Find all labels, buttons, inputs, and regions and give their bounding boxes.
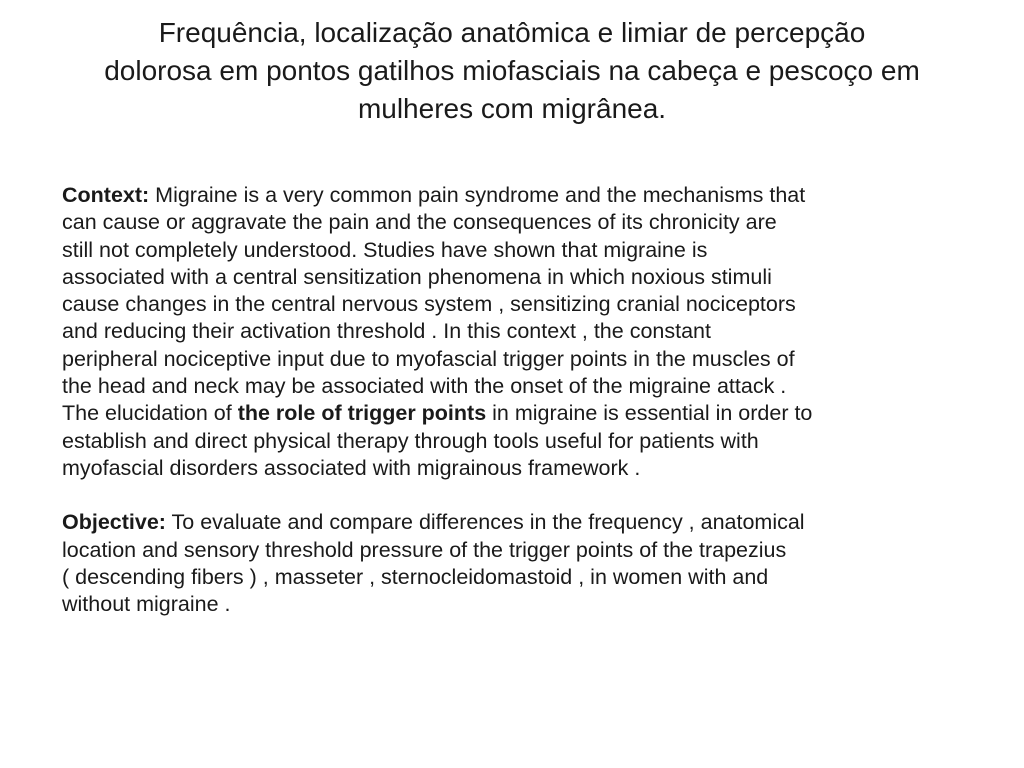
objective-line: ( descending fibers ) , masseter , sternocleidomastoid , in women with and — [62, 564, 769, 589]
title-line: Frequência, localização anatômica e limiar de percepção — [158, 17, 866, 48]
context-line: myofascial disorders associated with migrainous framework . — [62, 455, 641, 480]
context-line: peripheral nociceptive input due to myofascial trigger points in the muscles of — [62, 346, 795, 371]
objective-line: location and sensory threshold pressure of the trigger points of the trapezius — [62, 537, 787, 562]
context-emphasis: the role of trigger points — [237, 401, 487, 426]
context-line — [62, 182, 967, 209]
objective-line: without migraine . — [62, 592, 231, 617]
page-title — [60, 14, 964, 128]
context-line — [62, 400, 967, 427]
context-line: and reducing their activation threshold . In this context , the constant — [62, 319, 711, 344]
context-text: The elucidation of — [62, 401, 238, 426]
context-text: Migraine is a very common pain syndrome and the mechanisms that — [149, 183, 806, 207]
objective-paragraph — [62, 509, 967, 618]
objective-line — [62, 509, 967, 536]
context-line: can cause or aggravate the pain and the consequences of its chronicity are — [62, 210, 777, 235]
context-line: cause changes in the central nervous system , sensitizing cranial nociceptors — [62, 292, 796, 317]
paragraph-spacer — [62, 482, 967, 509]
slide-body — [62, 182, 967, 618]
context-line: establish and direct physical therapy through tools useful for patients with — [62, 428, 759, 453]
context-paragraph — [62, 182, 967, 482]
context-line: the head and neck may be associated with the onset of the migraine attack . — [62, 374, 787, 399]
title-line: mulheres com migrânea. — [357, 93, 667, 124]
title-line: dolorosa em pontos gatilhos miofasciais na cabeça e pescoço em — [104, 55, 920, 86]
context-line: still not completely understood. Studies have shown that migraine is — [62, 237, 708, 262]
context-label: Context: — [62, 183, 150, 207]
objective-text: To evaluate and compare differences in the frequency , anatomical — [165, 510, 805, 535]
context-text: in migraine is essential in order to — [486, 401, 813, 426]
context-line: associated with a central sensitization phenomena in which noxious stimuli — [62, 264, 772, 289]
objective-label: Objective: — [62, 510, 166, 535]
